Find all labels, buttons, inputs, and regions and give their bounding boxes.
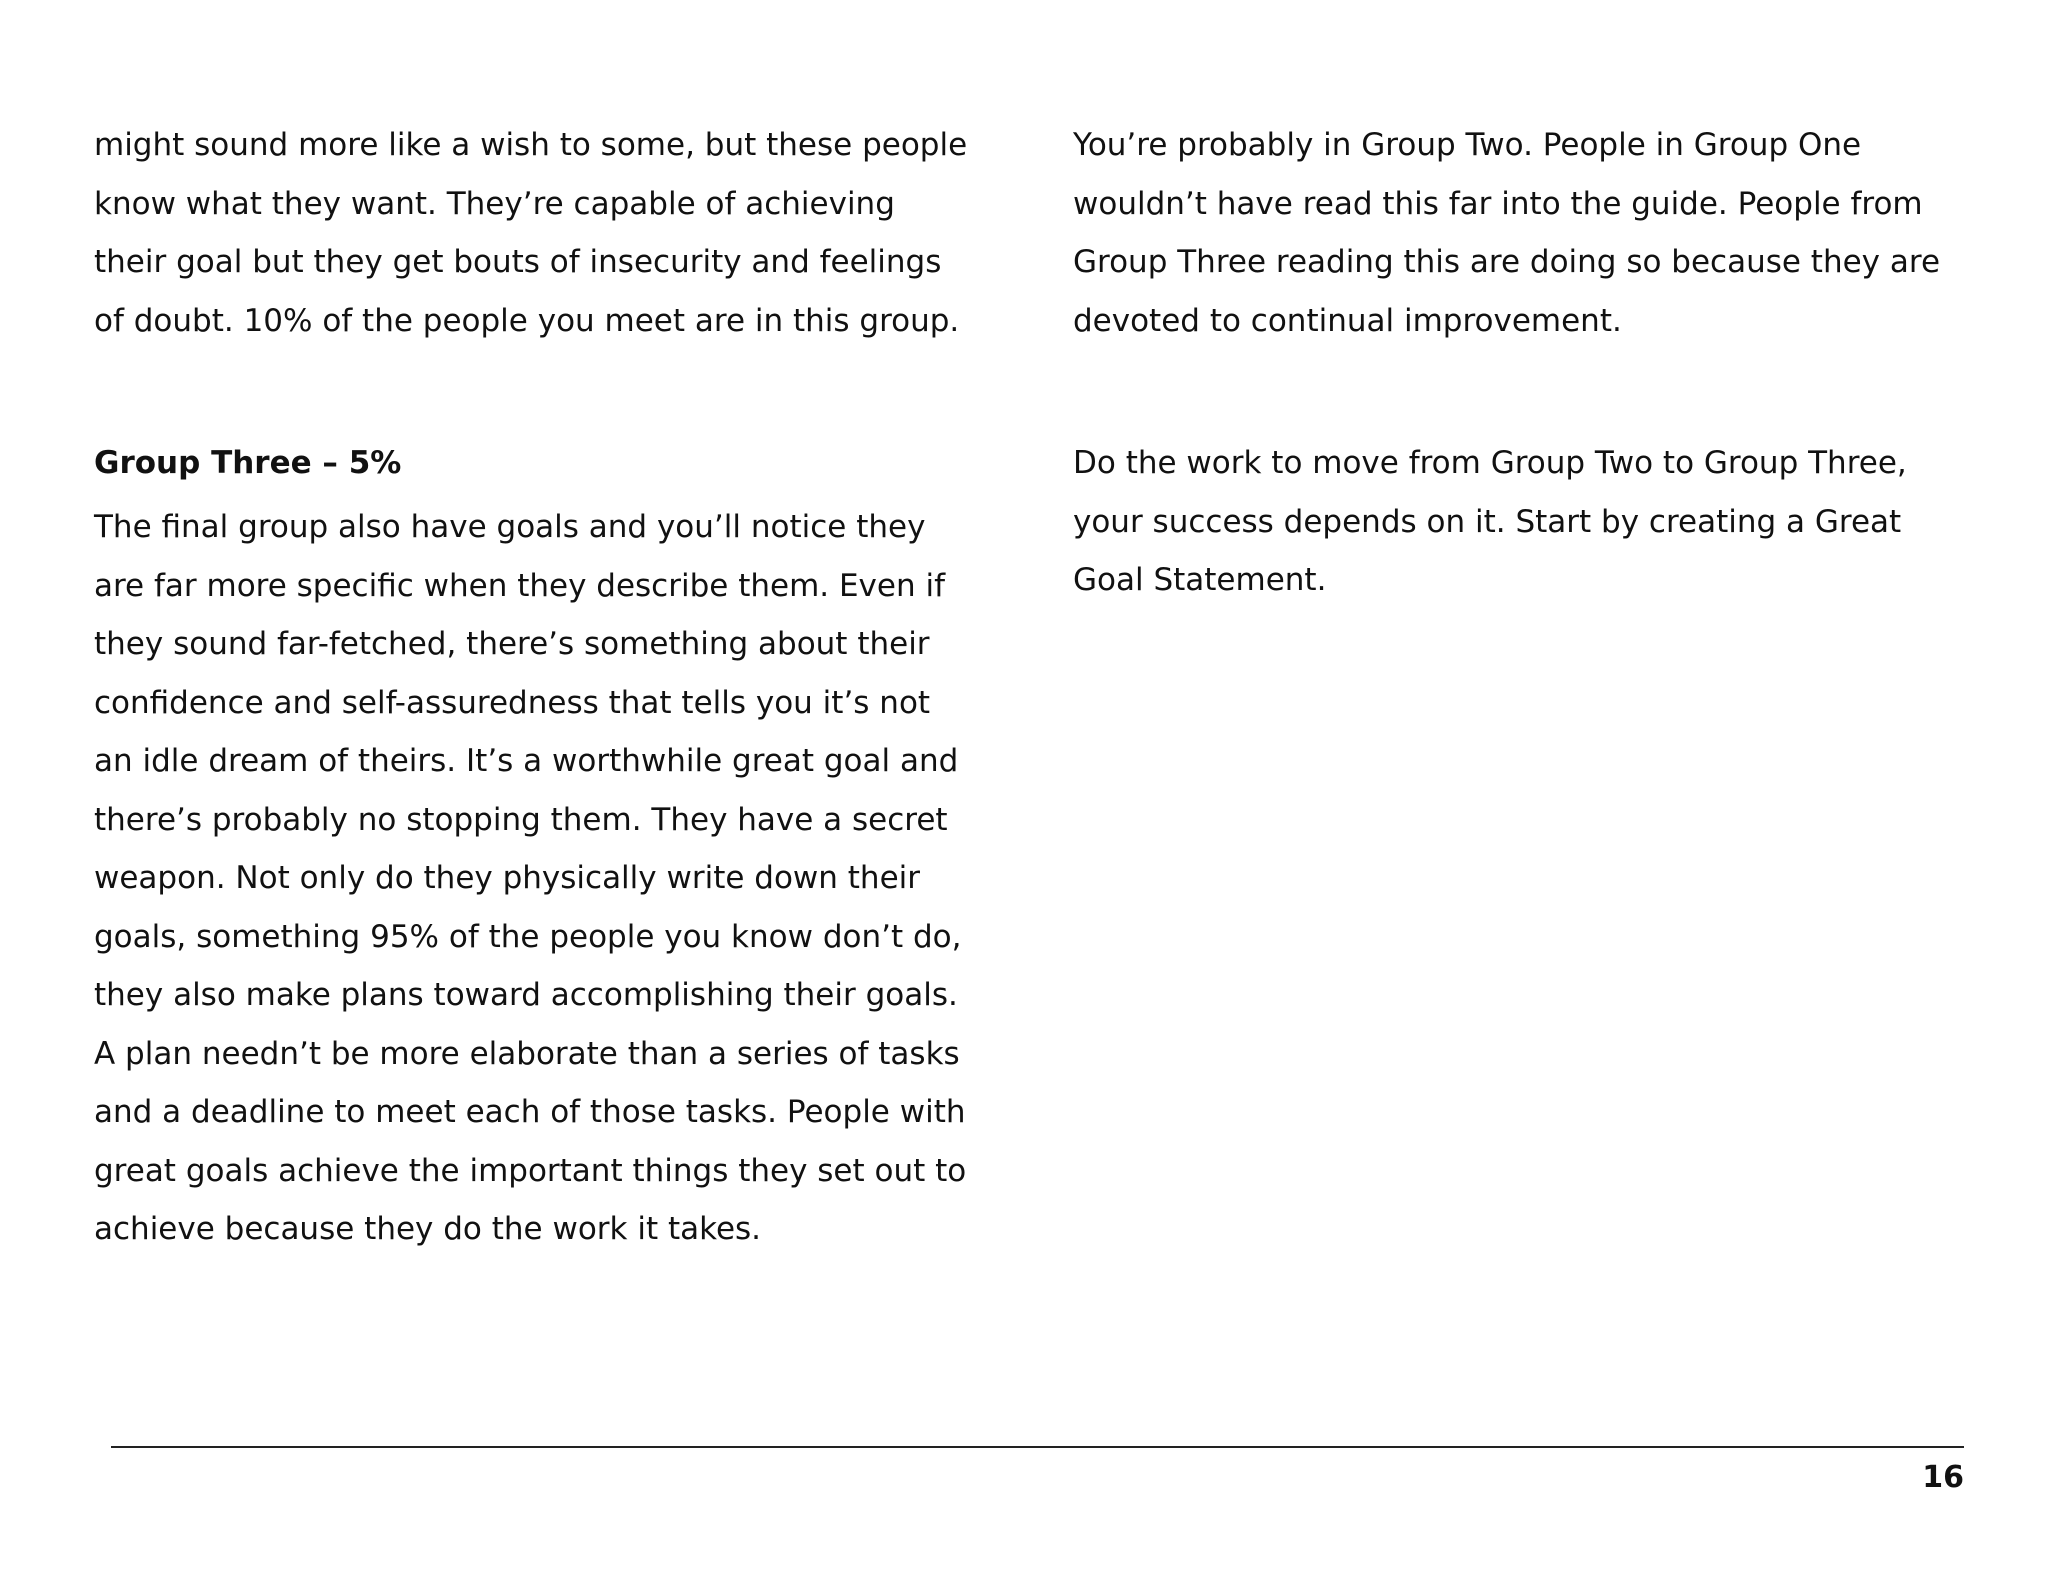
intro-paragraph: might sound more like a wish to some, but these people know what they want. They’re capable of achieving their goal but they get bouts of insecurity and feelings of doubt. 10% of the people you meet are in this group.: [94, 127, 968, 339]
paragraph-spacer: [94, 350, 994, 434]
paragraph-spacer: [1073, 350, 1973, 434]
group-three-paragraph: The final group also have goals and you’ll notice they are far more specific when they describe them. Even if they sound far-fetched, there’s something about their confidence and self-assuredness that tells you it’s not an idle dream of theirs. It’s a worthwhile great goal and there’s probably no stopping them. They have a secret weapon. Not only do they physically write down their goals, something 95% of the people you know don’t do, they also make plans toward accomplishing their goals. A plan needn’t be more elaborate than a series of tasks and a deadline to meet each of those tasks. People with great goals achieve the important things they set out to achieve because they do the work it takes.: [94, 509, 967, 1247]
footer-divider: [111, 1446, 1964, 1448]
page-number: 16: [1922, 1460, 1964, 1495]
left-column: [94, 116, 994, 1259]
section-heading: Group Three – 5%: [94, 445, 402, 481]
right-column: [1073, 116, 1973, 610]
call-to-action-paragraph: Do the work to move from Group Two to Group Three, your success depends on it. Start by creating a Great Goal Statement.: [1073, 445, 1907, 598]
group-two-paragraph: You’re probably in Group Two. People in Group One wouldn’t have read this far into the guide. People from Group Three reading this are doing so because they are devoted to continual improvement.: [1073, 127, 1941, 339]
